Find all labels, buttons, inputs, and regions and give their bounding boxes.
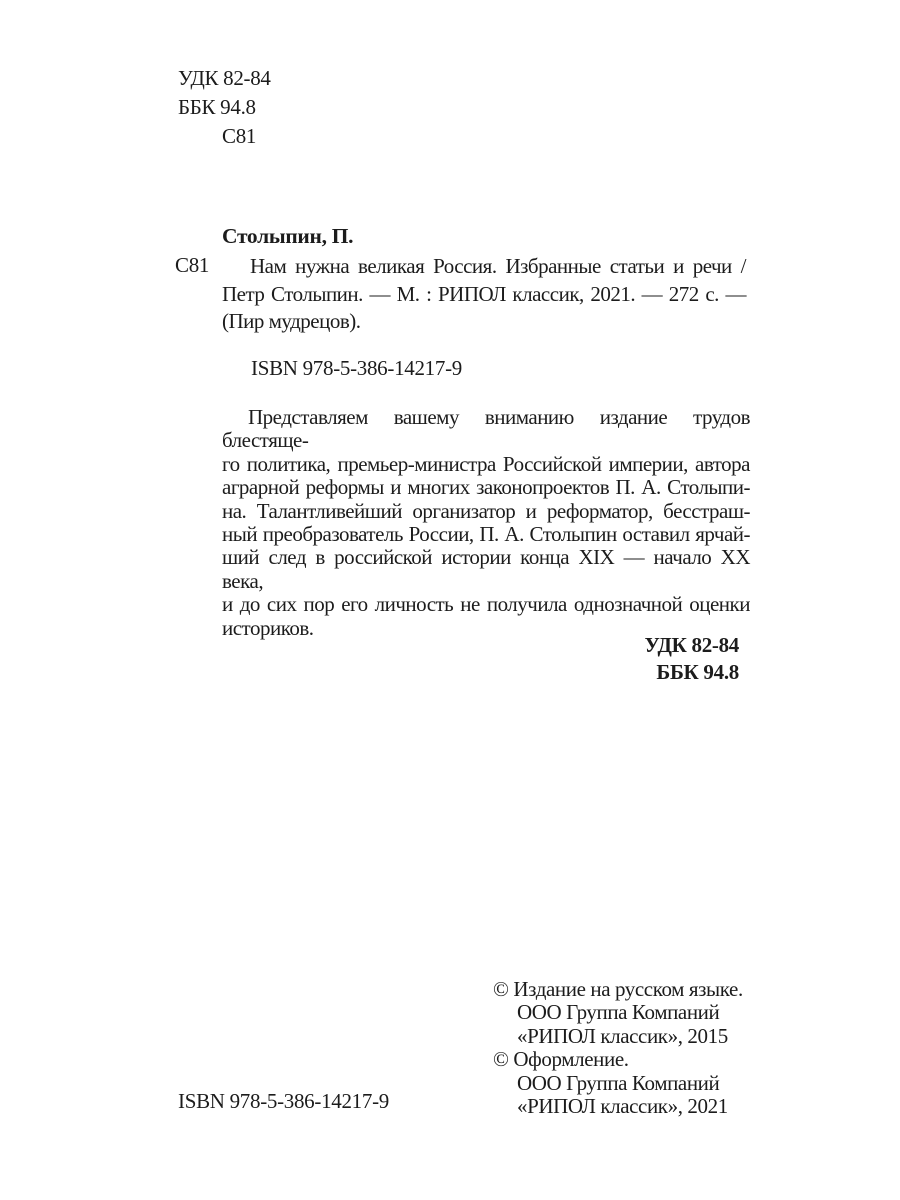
annotation-line: го политика, премьер-министра Российской империи, автора — [222, 451, 750, 476]
annotation-line: аграрной реформы и многих законопроектов П. А. Столыпи- — [222, 475, 750, 500]
bibliographic-citation — [222, 253, 746, 336]
top-classification-codes — [178, 64, 271, 151]
citation-line: (Пир мудрецов). — [222, 309, 361, 333]
annotation-line: на. Талантливейший организатор и реформатор, бесстраш- — [222, 498, 750, 523]
copyright-entry — [493, 1048, 743, 1118]
copyright-line: «РИПОЛ классик», 2015 — [517, 1023, 728, 1048]
bbk-code: ББК 94.8 — [178, 95, 256, 119]
copyright-symbol: © — [493, 1047, 509, 1072]
copyright-entry — [493, 978, 743, 1048]
bbk-code-bold: ББК 94.8 — [656, 660, 739, 684]
copyright-block — [493, 978, 743, 1118]
citation-margin-code: С81 — [175, 253, 210, 277]
udk-code: УДК 82-84 — [178, 66, 271, 90]
citation-line: Петр Столыпин. — М. : РИПОЛ классик, 2021. — 272 с. — — [222, 281, 746, 306]
copyright-text: Оформление. — [513, 1047, 629, 1072]
isbn-bottom: ISBN 978-5-386-14217-9 — [178, 1089, 389, 1113]
annotation-paragraph — [222, 406, 750, 640]
copyright-line — [493, 978, 743, 1001]
copyright-line — [493, 1048, 743, 1071]
annotation-line: Представляем вашему вниманию издание трудов блестяще- — [222, 405, 750, 453]
isbn-top: ISBN 978-5-386-14217-9 — [251, 356, 462, 380]
copyright-line: «РИПОЛ классик», 2021 — [517, 1094, 728, 1119]
udk-code-bold: УДК 82-84 — [644, 633, 739, 657]
author-sign-code: С81 — [222, 124, 257, 148]
copyright-symbol: © — [493, 977, 509, 1001]
citation-line: Нам нужна великая Россия. Избранные статьи и речи / — [250, 254, 746, 278]
copyright-line: ООО Группа Компаний — [517, 1000, 720, 1025]
author-heading: Столыпин, П. — [222, 224, 354, 248]
copyright-text: Издание на русском языке. — [513, 977, 743, 1001]
annotation-line: и до сих пор его личность не получила однозначной оценки — [222, 592, 750, 617]
annotation-line: ший след в российской истории конца XIX — начало XX века, — [222, 545, 750, 593]
annotation-line: ный преобразователь России, П. А. Столыпин оставил ярчай- — [222, 522, 750, 547]
copyright-line: ООО Группа Компаний — [517, 1070, 720, 1095]
annotation-line: историков. — [222, 615, 314, 640]
bottom-classification-codes — [222, 632, 739, 686]
